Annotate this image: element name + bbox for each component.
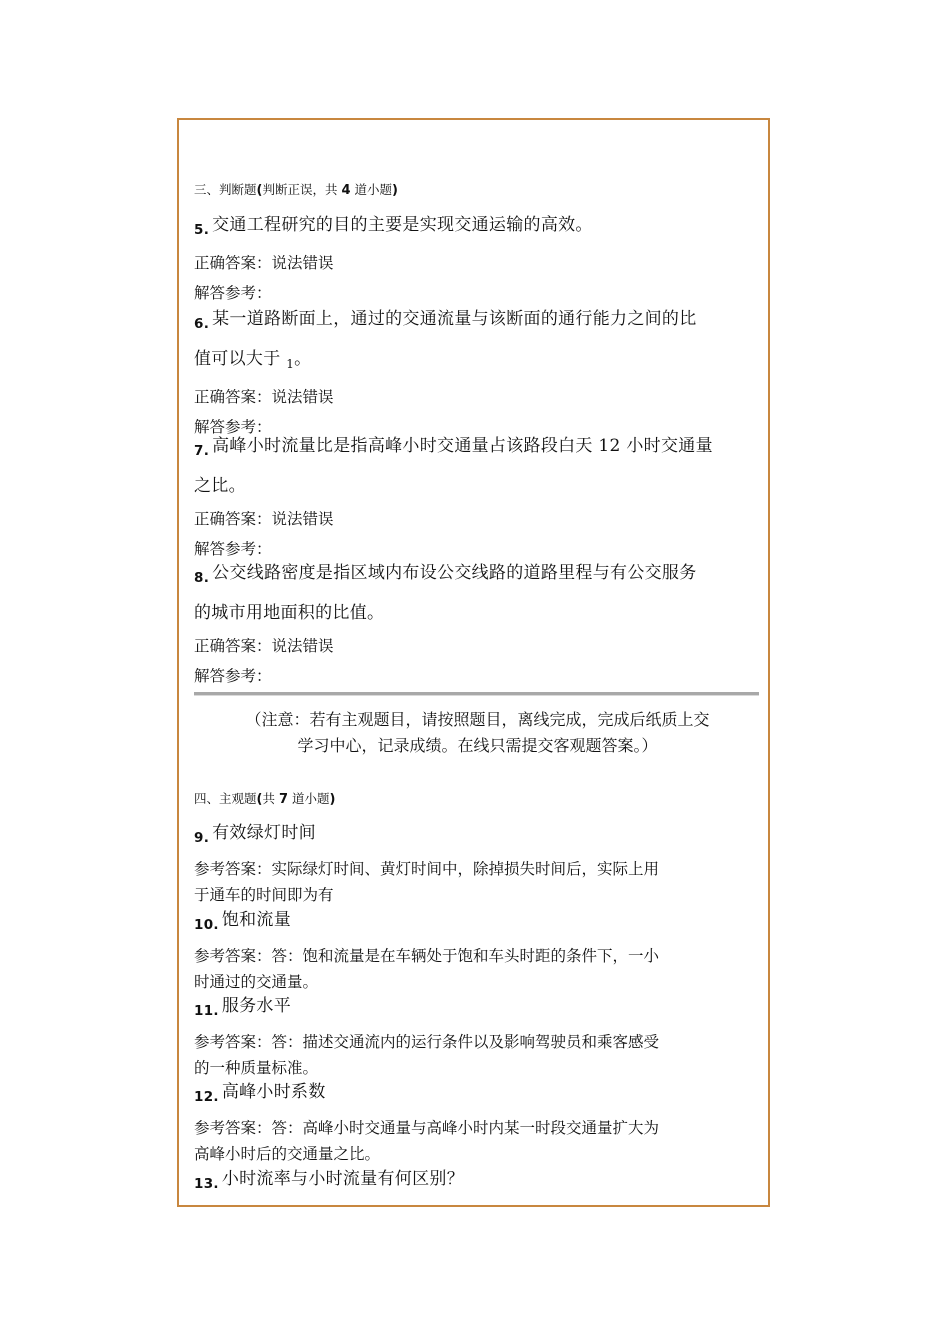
question-number: 11.	[194, 1003, 219, 1019]
correct-answer: 正确答案：说法错误	[194, 510, 334, 528]
question-6: $_{6.}$ 某一道路断面上，通过的交通流量与该断面的通行能力之间的比 值可以大于 $_1$。 正确答案：说法错误 解答参考：	[194, 302, 759, 442]
correct-answer: 正确答案：说法错误	[194, 254, 334, 272]
answer-reference: 解答参考：	[194, 667, 272, 685]
question-number: 8.	[194, 570, 210, 586]
answer-reference: 解答参考：	[194, 284, 272, 302]
question-7: $_{7.}$ 高峰小时流量比是指高峰小时交通量占该路段白天 12 小时交通量 之比。 正确答案：说法错误 解答参考：	[194, 429, 759, 564]
question-text: 高峰小时流量比是指高峰小时交通量占该路段白天 12 小时交通量	[212, 436, 713, 456]
answer-reference: 解答参考：	[194, 540, 272, 558]
question-number: 9.	[194, 830, 210, 846]
notice-text: （注意：若有主观题目，请按照题目，离线完成，完成后纸质上交 学习中心，记录成绩。在线只需提交客观题答案。）	[245, 710, 710, 755]
section4-title: 四、主观题(共 7 道小题)	[194, 791, 336, 807]
question-text: 服务水平	[221, 996, 292, 1016]
question-number: 6.	[194, 316, 210, 332]
section-divider	[194, 692, 759, 696]
question-text: 小时流率与小时流量有何区别？	[221, 1169, 465, 1189]
question-text: 饱和流量	[221, 910, 292, 930]
question-11: $_{11.}$ 服务水平 参考答案：答：描述交通流内的运行条件以及影响驾驶员和乘客感受 的一种质量标准。	[194, 996, 660, 1077]
document-frame	[177, 118, 770, 1207]
answer-reference: 解答参考：	[194, 418, 272, 436]
question-text: 高峰小时系数	[221, 1082, 326, 1102]
question-text: 某一道路断面上，通过的交通流量与该断面的通行能力之间的比	[212, 309, 697, 329]
question-8: $_{8.}$ 公交线路密度是指区域内布设公交线路的道路里程与有公交服务 的城市用地面积的比值。 正确答案：说法错误 解答参考：	[194, 556, 759, 691]
correct-answer: 正确答案：说法错误	[194, 637, 334, 655]
question-5	[194, 208, 759, 308]
question-number: 12.	[194, 1089, 219, 1105]
question-number: 7.	[194, 443, 210, 459]
question-9: $_{9.}$ 有效绿灯时间 参考答案：实际绿灯时间、黄灯时间中，除掉损失时间后，实际上用 于通车的时间即为有	[194, 823, 660, 904]
question-text: 公交线路密度是指区域内布设公交线路的道路里程与有公交服务	[212, 563, 697, 583]
correct-answer: 正确答案：说法错误	[194, 388, 334, 406]
question-number: 13.	[194, 1176, 219, 1192]
question-13	[194, 1162, 759, 1202]
question-10: $_{10.}$ 饱和流量 参考答案：答：饱和流量是在车辆处于饱和车头时距的条件下，一小 时通过的交通量。	[194, 910, 660, 991]
question-number: 5.	[194, 222, 210, 238]
section3-title: 三、判断题(判断正误，共 4 道小题)	[194, 182, 398, 198]
question-number: 10.	[194, 917, 219, 933]
question-12: $_{12.}$ 高峰小时系数 参考答案：答：高峰小时交通量与高峰小时内某一时段交通量扩大为 高峰小时后的交通量之比。	[194, 1082, 660, 1163]
question-text: 交通工程研究的目的主要是实现交通运输的高效。	[212, 215, 593, 235]
question-text: 有效绿灯时间	[212, 823, 316, 843]
